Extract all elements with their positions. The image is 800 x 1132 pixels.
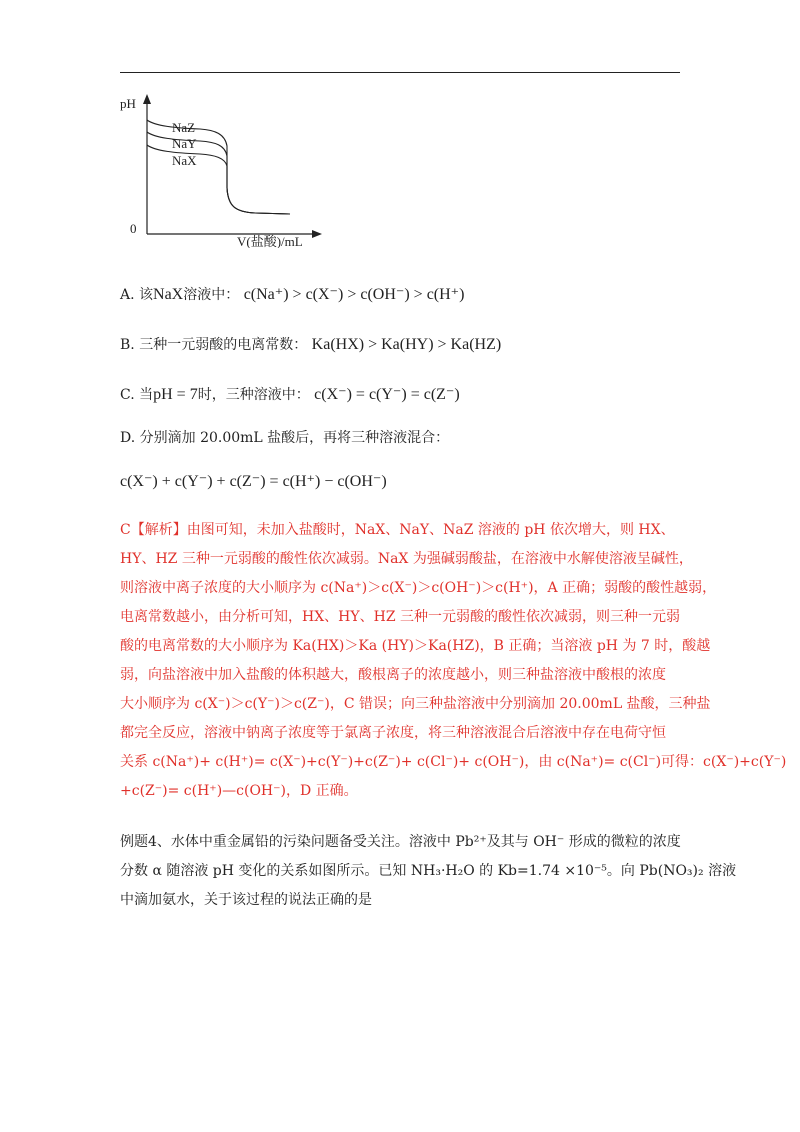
option-b [120, 335, 501, 355]
curve-label-nax: NaX [172, 153, 197, 168]
answer-line: +c(Z⁻)= c(H⁺)—c(OH⁻)，D 正确。 [120, 783, 358, 799]
option-a-mid: 溶液中： [183, 287, 240, 303]
curve-label-naz: NaZ [172, 120, 196, 135]
example-4 [120, 828, 737, 915]
option-b-expression: Ka(HX) > Ka(HY) > Ka(HZ) [311, 336, 502, 353]
answer-line: 酸的电离常数的大小顺序为 Ka(HX)＞Ka (HY)＞Ka(HZ)，B 正确；当溶液 pH 为 7 时，酸越 [120, 638, 711, 654]
y-axis-label: pH [120, 96, 136, 111]
option-c-prefix: C. 当 [120, 387, 154, 403]
option-c [120, 385, 460, 405]
answer-line: 大小顺序为 c(X⁻)＞c(Y⁻)＞c(Z⁻)，C 错误；向三种盐溶液中分别滴加 20.00mL 盐酸，三种盐 [120, 696, 711, 712]
option-a-expression: c(Na⁺) > c(X⁻) > c(OH⁻) > c(H⁺) [243, 286, 465, 303]
curve-label-nay: NaY [172, 136, 197, 151]
answer-line: C【解析】由图可知，未加入盐酸时，NaX、NaY、NaZ 溶液的 pH 依次增大，则 HX、 [120, 522, 675, 538]
option-c-mid: 时，三种溶液中： [197, 387, 310, 403]
titration-figure [100, 88, 330, 248]
option-c-condition: pH = 7 [153, 386, 198, 403]
answer-line: 则溶液中离子浓度的大小顺序为 c(Na⁺)＞c(X⁻)＞c(OH⁻)＞c(H⁺)，A 正确；弱酸的酸性越弱， [120, 580, 717, 596]
origin-label: 0 [130, 221, 137, 236]
answer-line: 关系 c(Na⁺)+ c(H⁺)= c(X⁻)+c(Y⁻)+c(Z⁻)+ c(Cl⁻)+ c(OH⁻)，由 c(Na⁺)= c(Cl⁻)可得：c(X⁻)+c(Y⁻) [120, 754, 787, 770]
y-axis-arrow [143, 94, 151, 104]
answer-line: HY、HZ 三种一元弱酸的酸性依次减弱。NaX 为强碱弱酸盐，在溶液中水解使溶液呈碱性， [120, 551, 693, 567]
curve-nay [147, 132, 290, 214]
header-rule [120, 72, 680, 73]
option-c-expression: c(X⁻) = c(Y⁻) = c(Z⁻) [314, 386, 460, 403]
x-axis-label: V(盐酸)/mL [237, 234, 303, 248]
option-a-prefix: A. 该 [120, 287, 154, 303]
x-axis-arrow [312, 230, 322, 238]
option-a-salt: NaX [153, 286, 184, 303]
example-line: 例题4、水体中重金属铅的污染问题备受关注。溶液中 Pb²⁺及其与 OH⁻ 形成的微粒的浓度 [120, 834, 681, 850]
curve-naz [147, 120, 290, 214]
example-line: 中滴加氨水，关于该过程的说法正确的是 [120, 892, 372, 908]
example-line: 分数 α 随溶液 pH 变化的关系如图所示。已知 NH₃·H₂O 的 Kb=1.74 ×10⁻⁵。向 Pb(NO₃)₂ 溶液 [120, 863, 737, 879]
option-d-expression: c(X⁻) + c(Y⁻) + c(Z⁻) = c(H⁺) − c(OH⁻) [120, 473, 387, 490]
curve-nax [147, 145, 290, 214]
answer-line: 弱，向盐溶液中加入盐酸的体积越大，酸根离子的浓度越小，则三种盐溶液中酸根的浓度 [120, 667, 666, 683]
option-d: D. 分别滴加 20.00mL 盐酸后，再将三种溶液混合： [120, 430, 450, 446]
option-b-prefix: B. 三种一元弱酸的电离常数： [120, 337, 308, 353]
answer-line: 都完全反应，溶液中钠离子浓度等于氯离子浓度，将三种溶液混合后溶液中存在电荷守恒 [120, 725, 666, 741]
answer-line: 电离常数越小，由分析可知，HX、HY、HZ 三种一元弱酸的酸性依次减弱，则三种一元弱 [120, 609, 681, 625]
answer-explanation [120, 516, 787, 806]
option-a [120, 285, 464, 305]
